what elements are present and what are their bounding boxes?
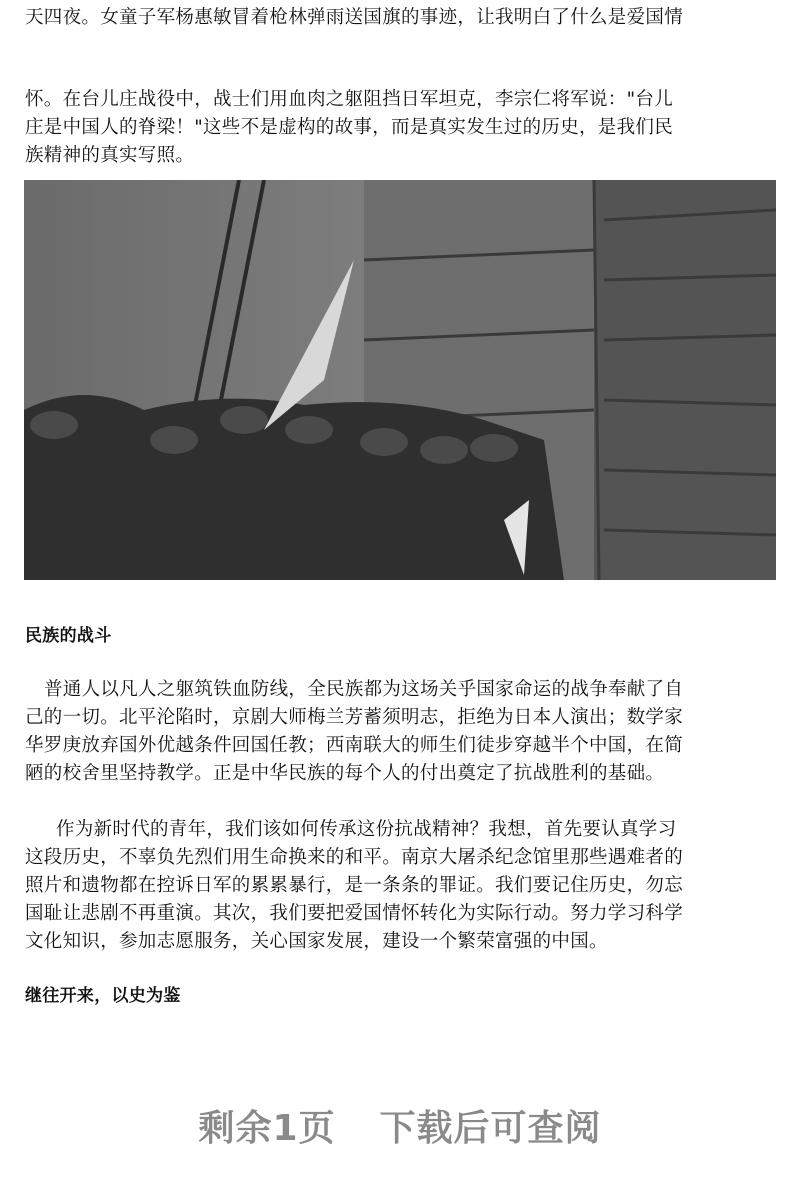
text-line: 普通人以凡人之躯筑铁血防线，全民族都为这场关乎国家命运的战争奉献了自 (44, 679, 684, 700)
text-line: 作为新时代的青年，我们该如何传承这份抗战精神？我想，首先要认真学习 (56, 819, 677, 840)
text-line: 国耻让悲剧不再重演。其次，我们要把爱国情怀转化为实际行动。努力学习科学 (25, 903, 684, 924)
text-line: 这段历史，不辜负先烈们用生命换来的和平。南京大屠杀纪念馆里那些遇难者的 (25, 847, 684, 868)
text-line: 天四夜。女童子军杨惠敏冒着枪林弹雨送国旗的事迹，让我明白了什么是爱国情 (25, 7, 684, 28)
text-line: 庄是中国人的脊梁！"这些不是虚构的故事，而是真实发生过的历史，是我们民 (25, 117, 674, 138)
text-line: 己的一切。北平沦陷时，京剧大师梅兰芳蓄须明志，拒绝为日本人演出；数学家 (25, 707, 684, 728)
text-line: 文化知识，参加志愿服务，关心国家发展，建设一个繁荣富强的中国。 (25, 931, 608, 952)
text-line: 陋的校舍里坚持教学。正是中华民族的每个人的付出奠定了抗战胜利的基础。 (25, 763, 665, 784)
download-prompt[interactable] (0, 1100, 800, 1151)
text-line: 族精神的真实写照。 (25, 145, 195, 166)
section-heading: 继往开来，以史为鉴 (25, 986, 181, 1006)
text-line: 照片和遗物都在控诉日军的累累暴行，是一条条的罪证。我们要记住历史，勿忘 (25, 875, 684, 896)
section-heading: 民族的战斗 (25, 626, 112, 646)
text-line: 怀。在台儿庄战役中，战士们用血肉之躯阻挡日军坦克，李宗仁将军说："台儿 (25, 89, 674, 110)
photo-image-icon (24, 180, 776, 580)
remaining-pages-label: 剩余1页 (198, 1108, 336, 1149)
historical-war-photo (24, 180, 776, 580)
download-to-read-link[interactable]: 下载后可查阅 (379, 1108, 602, 1149)
text-line: 华罗庚放弃国外优越条件回国任教；西南联大的师生们徒步穿越半个中国，在简 (25, 735, 684, 756)
